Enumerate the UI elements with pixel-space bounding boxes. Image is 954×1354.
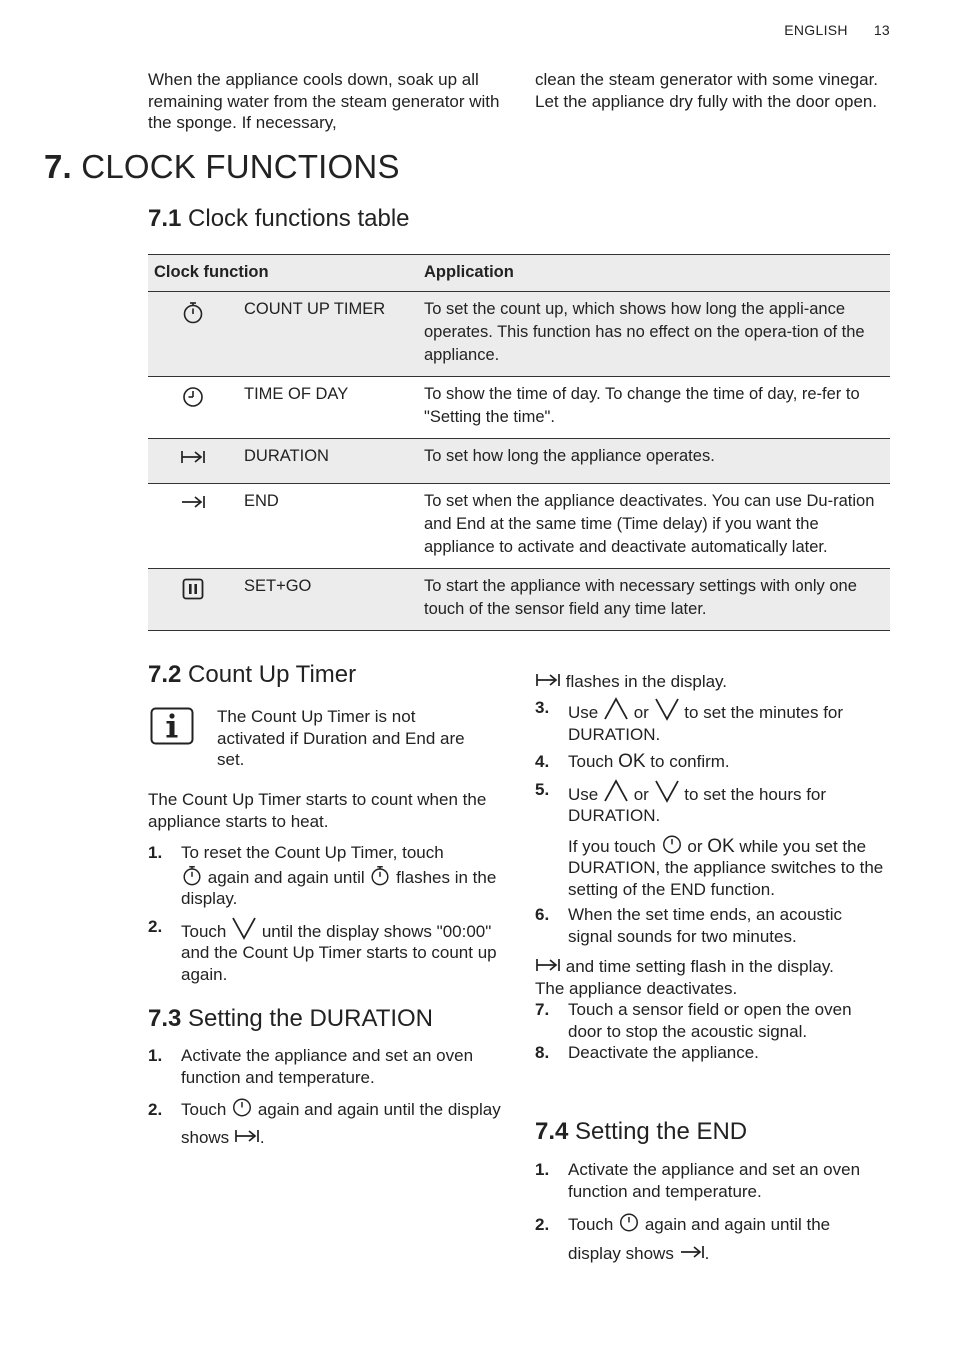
setgo-icon [181,577,205,601]
end-icon [679,1242,705,1262]
section-7-1-heading: 7.1 Clock functions table [148,205,410,232]
down-arrow-icon [654,697,680,721]
duration-icon [234,1126,260,1146]
list-item: 1. To reset the Count Up Timer, touch again and again until flashes in the display. [148,843,497,908]
table-row [148,569,890,631]
end-icon [180,492,206,512]
duration-icon [180,447,206,467]
list-item: 2. Touch until the display shows "00:00" and the Count Up Timer starts to count up again. [148,916,497,984]
function-application: To set the count up, which shows how long the appli-ance operates. This function has no effect on the opera-tion of the appliance. [418,292,890,377]
table-row [148,377,890,439]
function-application: To set how long the appliance operates. [418,439,890,484]
list-item: 4. Touch OK to confirm. [535,751,730,772]
step-5-note: If you touch or OK while you set the DURATION, the appliance switches to the setting of the END function. [535,833,885,901]
list-item: 6. When the set time ends, an acoustic signal sounds for two minutes. [535,905,843,946]
table-row [148,292,890,377]
duration-icon [535,670,561,690]
col-header-function: Clock function [148,255,418,292]
table-row [148,439,890,484]
function-application: To set when the appliance deactivates. You can use Du-ration and End at the same time (Time delay) if you want the appliance to activate and deactivate automatically later. [418,484,890,569]
info-note: The Count Up Timer is not activated if Duration and End are set. [217,707,465,769]
list-item: 1. Activate the appliance and set an oven function and temperature. [535,1160,861,1201]
up-arrow-icon [603,779,629,803]
after-step-6: and time setting flash in the display. The appliance deactivates. [535,957,834,998]
function-name: DURATION [238,439,418,484]
power-icon [231,1096,253,1118]
down-arrow-icon [654,779,680,803]
table-row [148,484,890,569]
duration-steps-a [148,1045,508,1152]
chapter-title: 7. CLOCK FUNCTIONS [44,148,400,185]
count-up-steps [148,842,508,985]
function-name: END [238,484,418,569]
duration-steps-b [535,697,885,1064]
down-arrow-icon [231,916,257,940]
clock-icon [181,385,205,409]
duration-flash-line: flashes in the display. [535,670,885,693]
col-header-application: Application [418,255,890,292]
section-7-4-heading: 7.4 Setting the END [535,1118,748,1145]
page-header [758,22,890,38]
list-item: 1. Activate the appliance and set an oven function and temperature. [148,1046,474,1087]
stopwatch-icon [181,864,203,886]
section-7-3-heading: 7.3 Setting the DURATION [148,1005,434,1032]
up-arrow-icon [603,697,629,721]
header-language: ENGLISH [784,22,848,38]
table-header-row [148,255,890,292]
intro-col1: When the appliance cools down, soak up all remaining water from the steam generator with the sponge. If necessary, [148,70,500,132]
function-name: TIME OF DAY [238,377,418,439]
list-item: 5. Use or to set the hours for DURATION. [535,779,827,825]
list-item: 3. Use or to set the minutes for DURATION. [535,698,844,744]
function-application: To show the time of day. To change the time of day, re-fer to "Setting the time". [418,377,890,439]
list-item: 2. Touch again and again until the display shows . [148,1096,508,1152]
ok-icon: OK [618,751,646,772]
count-up-paragraph: The Count Up Timer starts to count when the appliance starts to heat. [148,790,487,831]
page-number: 13 [873,22,890,38]
power-icon [618,1211,640,1233]
stopwatch-icon [369,864,391,886]
list-item: 2. Touch again and again until the display shows . [535,1210,885,1268]
function-application: To start the appliance with necessary settings with only one touch of the sensor field any time later. [418,569,890,631]
function-name: SET+GO [238,569,418,631]
duration-icon [535,955,561,975]
intro-col2: clean the steam generator with some vinegar. Let the appliance dry fully with the door open. [535,70,879,111]
ok-icon: OK [707,835,735,857]
info-icon [150,707,194,745]
power-icon [661,833,683,855]
clock-functions-table [148,254,890,631]
list-item: 7. Touch a sensor field or open the oven door to stop the acoustic signal. [535,1000,852,1041]
function-name: COUNT UP TIMER [238,292,418,377]
section-7-2-heading: 7.2 Count Up Timer [148,661,357,688]
stopwatch-icon [181,300,205,324]
end-steps [535,1159,885,1268]
list-item: 8. Deactivate the appliance. [535,1043,759,1062]
